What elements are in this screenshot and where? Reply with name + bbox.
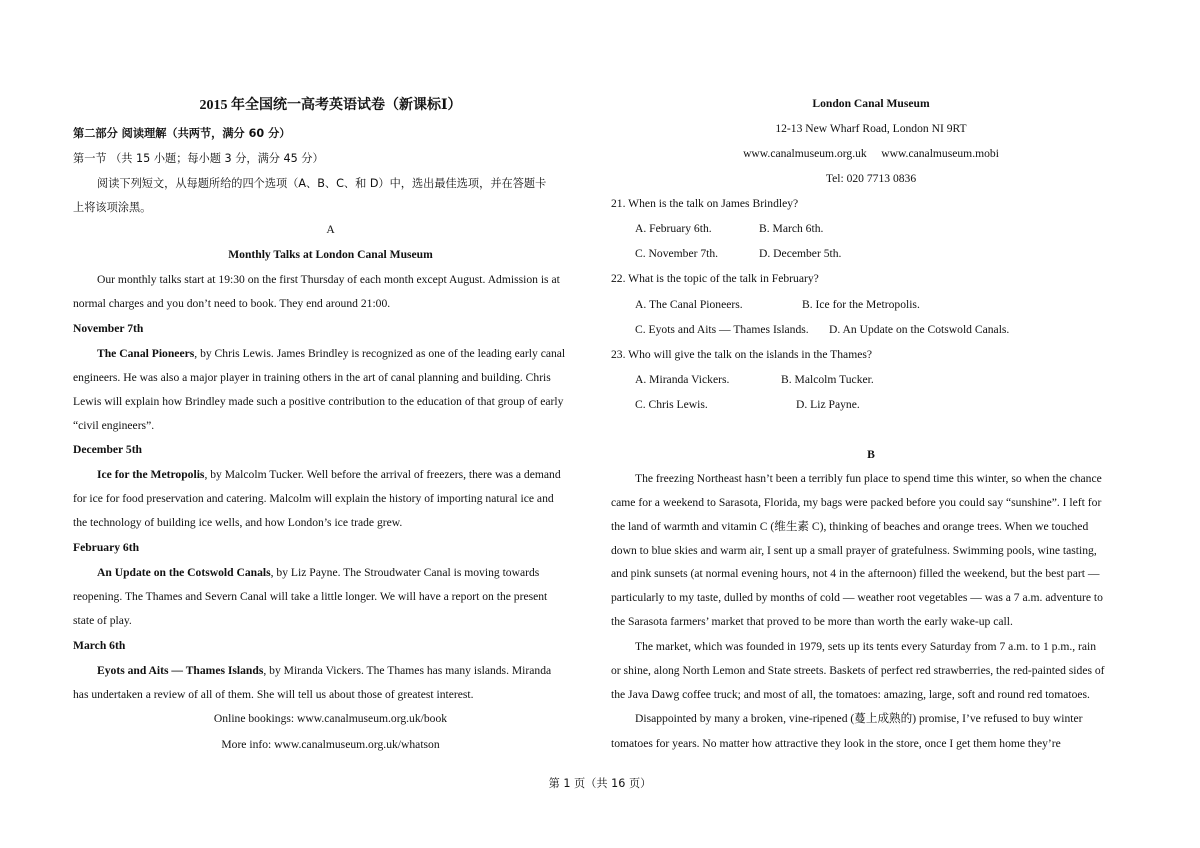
passage-b-line: the Sarasota farmers’ market that proved to be more than worth the early wake-up call.	[611, 615, 1013, 628]
talk-text: , by Liz Payne. The Stroudwater Canal is moving towards	[270, 566, 540, 579]
talk-text: , by Chris Lewis. James Brindley is recognized as one of the leading early canal	[194, 347, 566, 360]
museum-address: 12-13 New Wharf Road, London NI 9RT	[775, 122, 967, 135]
passage-b-line: The market, which was founded in 1979, sets up its tents every Saturday from 7 a.m. to 1 p.m., rain	[635, 640, 1097, 653]
passage-b-line: came for a weekend to Sarasota, Florida, my bags were packed before you could say “sunshine”. I left for	[611, 496, 1102, 509]
talk-line: reopening. The Thames and Severn Canal will take a little longer. We will have a report on the present	[73, 590, 548, 603]
talk-title: The Canal Pioneers	[97, 347, 195, 360]
option-a: A. February 6th.	[635, 222, 712, 235]
option-a: A. Miranda Vickers.	[635, 373, 730, 386]
option-d: D. December 5th.	[759, 247, 842, 260]
passage-b-line: particularly to my taste, dulled by months of cold — weather root vegetables — was a 7 a.m. adventure to	[611, 591, 1103, 604]
talk-text: , by Miranda Vickers. The Thames has many islands. Miranda	[263, 664, 552, 677]
option-c: C. Chris Lewis.	[635, 398, 708, 411]
part-heading: 第二部分 阅读理解（共两节，满分 60 分）	[73, 127, 291, 140]
option-d: D. Liz Payne.	[796, 398, 860, 411]
talk-line: “civil engineers”.	[73, 419, 155, 432]
page-footer: 第 1 页（共 16 页）	[548, 777, 652, 790]
question-stem: 23. Who will give the talk on the islands in the Thames?	[611, 348, 873, 361]
talk-line: Lewis will explain how Brindley made such a positive contribution to the education of that group of early	[73, 395, 564, 408]
question-stem: 22. What is the topic of the talk in February?	[611, 272, 819, 285]
intro-line-2: normal charges and you don’t need to book. They end around 21:00.	[73, 297, 391, 310]
museum-websites: www.canalmuseum.org.uk www.canalmuseum.mobi	[743, 147, 999, 160]
option-a: A. The Canal Pioneers.	[635, 298, 743, 311]
passage-b-line: down to blue skies and warm air, I sent up a small prayer of gratefulness. Swimming pools, wine tasting,	[611, 544, 1097, 557]
passage-b-line: or shine, along North Lemon and State streets. Baskets of perfect red strawberries, the red-painted sides of	[611, 664, 1105, 677]
talk-line: state of play.	[73, 614, 132, 627]
option-d: D. An Update on the Cotswold Canals.	[829, 323, 1010, 336]
talk-first-line	[97, 664, 551, 678]
passage-b-line: Disappointed by many a broken, vine-ripened (蔓上成熟的) promise, I’ve refused to buy winter	[635, 712, 1083, 725]
option-b: B. Ice for the Metropolis.	[802, 298, 920, 311]
passage-a-title: Monthly Talks at London Canal Museum	[228, 248, 433, 261]
talk-first-line	[97, 347, 565, 361]
passage-b-line: and pink sunsets (at normal evening hours, not 4 in the afternoon) filled the weekend, but the best part —	[611, 567, 1100, 580]
talk-first-line	[97, 468, 561, 482]
exam-title: 2015 年全国统一高考英语试卷（新课标Ⅰ）	[199, 98, 462, 113]
talk-line: has undertaken a review of all of them. She will tell us about those of greatest interest.	[73, 688, 474, 701]
talk-date: March 6th	[73, 639, 126, 652]
talk-line: engineers. He was also a major player in training others in the art of canal planning and building. Chris	[73, 371, 551, 384]
option-c: C. Eyots and Aits — Thames Islands.	[635, 323, 809, 336]
talk-line: for ice for food preservation and catering. Malcolm will explain the history of importing natural ice and	[73, 492, 554, 505]
talk-title: An Update on the Cotswold Canals	[97, 566, 271, 579]
talk-first-line	[97, 566, 539, 580]
online-bookings: Online bookings: www.canalmuseum.org.uk/book	[213, 712, 448, 725]
talk-date: December 5th	[73, 443, 143, 456]
intro-line-1: Our monthly talks start at 19:30 on the first Thursday of each month except August. Admission is at	[97, 273, 560, 286]
talk-line: the technology of building ice wells, and how London’s ice trade grew.	[73, 516, 403, 529]
passage-letter-a: A	[326, 223, 335, 236]
option-b: B. Malcolm Tucker.	[781, 373, 874, 386]
instruction-line-1: 阅读下列短文，从每题所给的四个选项（A、B、C、和 D）中，选出最佳选项，并在答题卡	[97, 177, 547, 190]
talk-date: November 7th	[73, 322, 144, 335]
passage-b-line: tomatoes for years. No matter how attractive they look in the store, once I get them home they’re	[611, 737, 1061, 750]
option-b: B. March 6th.	[759, 222, 824, 235]
talk-title: Ice for the Metropolis	[97, 468, 205, 481]
section-heading: 第一节 （共 15 小题；每小题 3 分，满分 45 分）	[73, 152, 324, 165]
passage-b-line: the land of warmth and vitamin C (维生素 C), thinking of beaches and orange trees. When we touched	[611, 520, 1089, 533]
museum-tel: Tel: 020 7713 0836	[825, 172, 917, 185]
option-c: C. November 7th.	[635, 247, 719, 260]
passage-letter-b: B	[867, 448, 875, 461]
passage-b-line: The freezing Northeast hasn’t been a terribly fun place to spend time this winter, so when the chance	[635, 472, 1102, 485]
talk-text: , by Malcolm Tucker. Well before the arrival of freezers, there was a demand	[204, 468, 561, 481]
instruction-line-2: 上将该项涂黑。	[73, 201, 152, 214]
question-stem: 21. When is the talk on James Brindley?	[611, 197, 799, 210]
museum-name: London Canal Museum	[812, 97, 930, 110]
talk-date: February 6th	[73, 541, 140, 554]
talk-title: Eyots and Aits — Thames Islands	[97, 664, 264, 677]
passage-b-line: the Java Dawg coffee truck; and most of all, the tomatoes: amazing, large, soft and round red tomatoes.	[611, 688, 1090, 701]
more-info: More info: www.canalmuseum.org.uk/whatson	[221, 738, 440, 751]
